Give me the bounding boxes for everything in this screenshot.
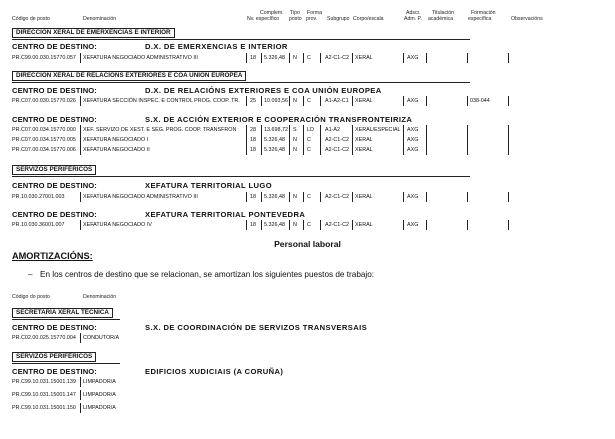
cell-border — [80, 403, 81, 413]
row-nivel: 18 — [250, 55, 256, 61]
table-row — [0, 220, 615, 230]
centro-destino-value: S.X. DE COORDINACIÓN DE SERVIZOS TRANSVERSAIS — [145, 323, 368, 332]
row-tipo: S — [293, 127, 297, 133]
row-subgrupo: A2-C1-C2 — [325, 55, 349, 61]
row-tipo: N — [293, 222, 297, 228]
cell-border — [246, 53, 247, 63]
row-nivel: 18 — [250, 222, 256, 228]
cell-border — [320, 145, 321, 155]
cell-border — [508, 220, 509, 230]
table-row — [0, 390, 615, 400]
row-codigo: PR.10.030.27001.003 — [12, 194, 65, 200]
section-relacions: DIRECCIÓN XERAL DE RELACIÓNS EXTERIORES E COA UNIÓN EUROPEA — [12, 71, 246, 81]
cell-border — [403, 125, 404, 135]
cell-border — [426, 135, 427, 145]
cell-border — [426, 192, 427, 202]
row-subgrupo: A2-C1-C2 — [325, 137, 349, 143]
cell-border — [246, 135, 247, 145]
row-denominacion: XEFATURA SECCIÓN INSPEC. E CONTROL PROG. COOP. TR. — [83, 98, 240, 104]
row-adscr: AXG — [407, 222, 419, 228]
row-denominacion: CONDUTOR/A — [83, 335, 120, 341]
centro-destino-value: D.X. DE RELACIÓNS EXTERIORES E COA UNIÓN EUROPEA — [145, 86, 382, 95]
table-row — [0, 125, 615, 135]
row-subgrupo: A2-C1-C2 — [325, 194, 349, 200]
cell-border — [80, 53, 81, 63]
cell-border — [467, 135, 468, 145]
col-header-formacion-2: específica — [468, 16, 492, 22]
cell-border — [303, 145, 304, 155]
row-codigo: PR.10.030.36001.007 — [12, 222, 65, 228]
cell-border — [403, 53, 404, 63]
cell-border — [403, 96, 404, 106]
row-denominacion: XEFATURA NEGOCIADO I — [83, 137, 149, 143]
row-tipo: N — [293, 194, 297, 200]
row-codigo: PR.C99.10.031.15001.150 — [12, 405, 76, 411]
cell-border — [352, 53, 353, 63]
cell-border — [303, 192, 304, 202]
cell-border — [80, 135, 81, 145]
row-complemento: 5.326,48 — [264, 137, 285, 143]
row-corpo: XERAL — [355, 137, 373, 143]
cell-border — [289, 125, 290, 135]
centro-destino-label: CENTRO DE DESTINO: — [12, 115, 97, 124]
row-denominacion: LIMPADOR/A — [83, 392, 116, 398]
cell-border — [320, 135, 321, 145]
table-row — [0, 135, 615, 145]
row-complemento: 5.326,48 — [264, 222, 285, 228]
row-codigo: PR.C07.00.034.15770.005 — [12, 137, 76, 143]
cell-border — [303, 125, 304, 135]
cell-border — [80, 390, 81, 400]
divider — [12, 363, 120, 364]
centro-destino-label: CENTRO DE DESTINO: — [12, 367, 97, 376]
row-tipo: N — [293, 137, 297, 143]
cell-border — [352, 220, 353, 230]
cell-border — [467, 96, 468, 106]
row-forma: C — [307, 137, 311, 143]
row-codigo: PR.C02.00.025.15770.004 — [12, 335, 76, 341]
cell-border — [261, 53, 262, 63]
cell-border — [467, 145, 468, 155]
centro-destino-value: XEFATURA TERRITORIAL LUGO — [145, 181, 273, 190]
col-header-adscr: Adscr. — [406, 10, 421, 16]
table-row — [0, 96, 615, 106]
cell-border — [508, 192, 509, 202]
row-codigo: PR.C99.10.031.15001.139 — [12, 379, 76, 385]
cell-border — [320, 192, 321, 202]
row-codigo: PR.C99.10.031.15001.147 — [12, 392, 76, 398]
row-nivel: 28 — [250, 127, 256, 133]
row-forma: C — [307, 222, 311, 228]
cell-border — [320, 96, 321, 106]
table-row — [0, 192, 615, 202]
row-adscr: AXG — [407, 194, 419, 200]
cell-border — [261, 125, 262, 135]
col-header-tipo: Tipo — [290, 10, 300, 16]
cell-border — [508, 96, 509, 106]
centro-destino-label: CENTRO DE DESTINO: — [12, 86, 97, 95]
cell-border — [320, 125, 321, 135]
row-denominacion: XEF. SERVIZO DE XEST. E SEG. PROG. COOP. TRANSFRON — [83, 127, 237, 133]
row-tipo: N — [293, 98, 297, 104]
cell-border — [403, 192, 404, 202]
cell-border — [352, 96, 353, 106]
cell-border — [80, 125, 81, 135]
cell-border — [426, 96, 427, 106]
cell-border — [467, 192, 468, 202]
row-tipo: N — [293, 55, 297, 61]
cell-border — [80, 192, 81, 202]
amort-header-denominacion: Denominación — [83, 294, 117, 300]
cell-border — [261, 96, 262, 106]
row-complemento: 5.326,48 — [264, 147, 285, 153]
row-denominacion: LIMPADOR/A — [83, 405, 116, 411]
table-row — [0, 403, 615, 413]
cell-border — [320, 53, 321, 63]
cell-border — [467, 220, 468, 230]
cell-border — [508, 135, 509, 145]
col-header-corpo: Corpo/escala — [353, 16, 384, 22]
cell-border — [246, 96, 247, 106]
col-header-subgrupo: Subgrupo — [327, 16, 350, 22]
row-tipo: N — [293, 147, 297, 153]
cell-border — [246, 125, 247, 135]
row-complemento: 5.326,48 — [264, 55, 285, 61]
cell-border — [508, 125, 509, 135]
row-codigo: PR.C07.00.034.15770.006 — [12, 147, 76, 153]
col-header-nivel: Nv. específico — [247, 16, 280, 22]
row-complemento: 13.698,72 — [264, 127, 288, 133]
table-row — [0, 377, 615, 387]
row-forma: C — [307, 194, 311, 200]
col-header-adscr-2: Adm. P. — [404, 16, 422, 22]
row-denominacion: XEFATURA NEGOCIADO ADMINISTRATIVO III — [83, 55, 198, 61]
table-row — [0, 53, 615, 63]
row-adscr: AXG — [407, 147, 419, 153]
row-codigo: PR.C07.00.034.15770.000 — [12, 127, 76, 133]
row-forma: C — [307, 55, 311, 61]
cell-border — [352, 125, 353, 135]
centro-destino-value: EDIFICIOS XUDICIAIS (A CORUÑA) — [145, 367, 284, 376]
col-header-formacion: Formación — [471, 10, 496, 16]
cell-border — [80, 220, 81, 230]
cell-border — [80, 377, 81, 387]
row-adscr: AXG — [407, 137, 419, 143]
cell-border — [352, 145, 353, 155]
cell-border — [426, 145, 427, 155]
row-complemento: 10.093,56 — [264, 98, 288, 104]
cell-border — [426, 53, 427, 63]
cell-border — [246, 192, 247, 202]
row-forma: C — [307, 147, 311, 153]
cell-border — [289, 145, 290, 155]
col-header-complem: Complem. — [260, 10, 284, 16]
personal-laboral-title: Personal laboral — [274, 239, 341, 249]
row-adscr: AXG — [407, 127, 419, 133]
table-row — [0, 333, 615, 343]
cell-border — [426, 125, 427, 135]
cell-border — [467, 53, 468, 63]
col-header-forma-2: prov. — [306, 16, 318, 22]
cell-border — [261, 192, 262, 202]
cell-border — [289, 220, 290, 230]
cell-border — [80, 333, 81, 343]
table-row — [0, 145, 615, 155]
cell-border — [80, 96, 81, 106]
section-perifericos: SERVIZOS PERIFÉRICOS — [12, 165, 96, 175]
divider — [12, 82, 470, 83]
cell-border — [508, 53, 509, 63]
row-adscr: AXG — [407, 98, 419, 104]
col-header-titulacion-2: académica — [428, 16, 454, 22]
cell-border — [289, 96, 290, 106]
row-corpo: XERAL — [355, 98, 373, 104]
cell-border — [261, 135, 262, 145]
centro-destino-value: D.X. DE EMERXENCIAS E INTERIOR — [145, 42, 288, 51]
row-forma: LD — [307, 127, 314, 133]
row-denominacion: XEFATURA NEGOCIADO II — [83, 147, 150, 153]
cell-border — [303, 53, 304, 63]
col-header-titulacion: Titulación — [432, 10, 455, 16]
amortizacions-intro: En los centros de destino que se relacionan, se amortizan los siguientes puestos de trabajo: — [40, 270, 375, 279]
cell-border — [289, 53, 290, 63]
row-denominacion: XEFATURA NEGOCIADO IV — [83, 222, 152, 228]
col-header-denominacion: Denominación — [83, 16, 117, 22]
row-corpo: XERAL — [355, 194, 373, 200]
row-corpo: XERAL — [355, 147, 373, 153]
col-header-tipo-2: posto — [289, 16, 302, 22]
centro-destino-label: CENTRO DE DESTINO: — [12, 323, 97, 332]
amort-header-codigo: Código do posto — [12, 294, 50, 300]
cell-border — [403, 135, 404, 145]
cell-border — [261, 220, 262, 230]
row-subgrupo: A1-A2 — [325, 127, 340, 133]
cell-border — [508, 145, 509, 155]
cell-border — [303, 220, 304, 230]
row-subgrupo: A2-C1-C2 — [325, 147, 349, 153]
cell-border — [403, 145, 404, 155]
divider — [12, 176, 470, 177]
cell-border — [80, 145, 81, 155]
cell-border — [303, 96, 304, 106]
divider — [12, 319, 120, 320]
centro-destino-label: CENTRO DE DESTINO: — [12, 210, 97, 219]
row-codigo: PR.C99.00.030.15770.057 — [12, 55, 76, 61]
centro-destino-label: CENTRO DE DESTINO: — [12, 181, 97, 190]
row-denominacion: LIMPADOR/A — [83, 379, 116, 385]
cell-border — [246, 220, 247, 230]
row-subgrupo: A2-C1-C2 — [325, 222, 349, 228]
row-codigo: PR.C07.00.030.15770.026 — [12, 98, 76, 104]
centro-destino-value: S.X. DE ACCIÓN EXTERIOR E COOPERACIÓN TRANSFRONTEIRIZA — [145, 115, 413, 124]
col-header-forma: Forma — [307, 10, 322, 16]
cell-border — [352, 192, 353, 202]
centro-destino-label: CENTRO DE DESTINO: — [12, 42, 97, 51]
cell-border — [352, 135, 353, 145]
cell-border — [426, 220, 427, 230]
row-nivel: 18 — [250, 194, 256, 200]
cell-border — [467, 125, 468, 135]
row-corpo: XERAL/ESPECIAL — [355, 127, 401, 133]
row-adscr: AXG — [407, 55, 419, 61]
section-secretaria: SECRETARÍA XERAL TÉCNICA — [12, 308, 113, 318]
cell-border — [289, 135, 290, 145]
section-emergencias: DIRECCIÓN XERAL DE EMERXENCIAS E INTERIOR — [12, 28, 175, 38]
cell-border — [403, 220, 404, 230]
col-header-observacions: Observacións — [511, 16, 543, 22]
amortizacions-title: AMORTIZACIÓNS: — [12, 251, 93, 261]
bullet-dash: – — [28, 270, 33, 279]
col-header-codigo: Código de posto — [12, 16, 50, 22]
row-nivel: 25 — [250, 98, 256, 104]
cell-border — [303, 135, 304, 145]
row-nivel: 18 — [250, 137, 256, 143]
centro-destino-value: XEFATURA TERRITORIAL PONTEVEDRA — [145, 210, 306, 219]
row-denominacion: XEFATURA NEGOCIADO ADMINISTRATIVO III — [83, 194, 198, 200]
row-forma: C — [307, 98, 311, 104]
row-nivel: 18 — [250, 147, 256, 153]
row-complemento: 5.326,48 — [264, 194, 285, 200]
cell-border — [246, 145, 247, 155]
cell-border — [261, 145, 262, 155]
row-formacion: 038-044 — [470, 98, 490, 104]
row-corpo: XERAL — [355, 222, 373, 228]
row-subgrupo: A1-A2-C1 — [325, 98, 349, 104]
section-perifericos-amort: SERVIZOS PERIFÉRICOS — [12, 352, 96, 362]
cell-border — [320, 220, 321, 230]
cell-border — [289, 192, 290, 202]
divider — [12, 39, 470, 40]
row-corpo: XERAL — [355, 55, 373, 61]
